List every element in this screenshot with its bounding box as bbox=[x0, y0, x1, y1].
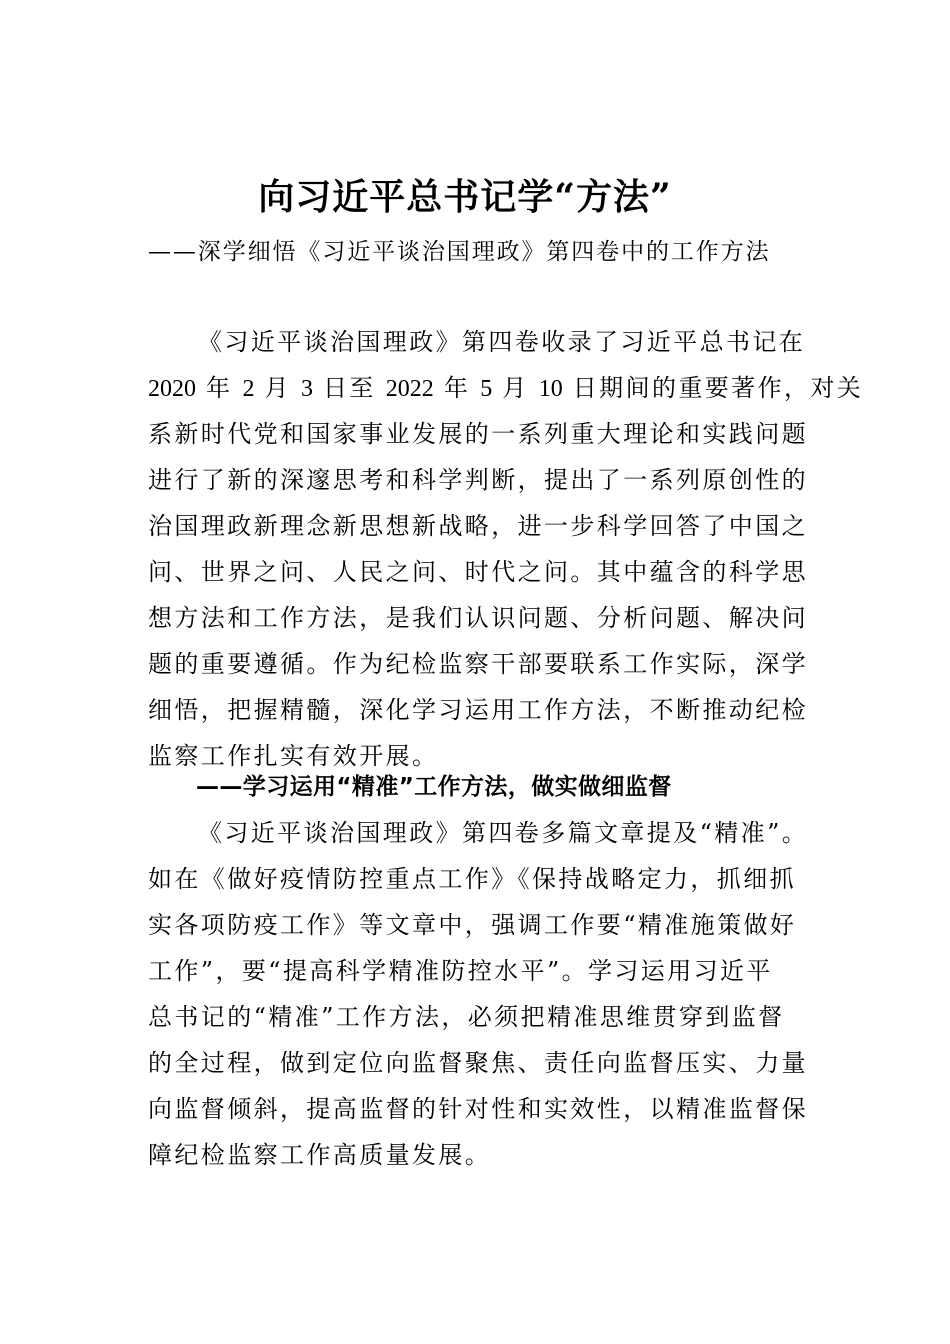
line-text: 年 bbox=[433, 374, 481, 402]
paragraph-line: 《习近平谈治国理政》第四卷多篇文章提及“精准”。 bbox=[198, 819, 809, 847]
year-start: 2020 bbox=[148, 376, 196, 402]
year-end: 2022 bbox=[385, 376, 434, 402]
paragraph-line: 工作”，要“提高科学精准防控水平”。学习运用习近平 bbox=[148, 957, 773, 985]
paragraph-line: 的全过程，做到定位向监督聚焦、责任向监督压实、力量 bbox=[148, 1049, 808, 1077]
paragraph-line: 治国理政新理念新思想新战略，进一步科学回答了中国之 bbox=[148, 512, 808, 540]
paragraph-line: 向监督倾斜，提高监督的针对性和实效性，以精准监督保 bbox=[148, 1095, 808, 1123]
paragraph-line: 进行了新的深邃思考和科学判断，提出了一系列原创性的 bbox=[148, 466, 808, 494]
section-paragraph bbox=[148, 810, 808, 1178]
paragraph-line: 《习近平谈治国理政》第四卷收录了习近平总书记在 bbox=[198, 328, 806, 356]
paragraph-line: 监察工作扎实有效开展。 bbox=[148, 742, 439, 770]
page-title: 向习近平总书记学“方法” bbox=[258, 176, 672, 218]
month-end: 5 bbox=[480, 376, 493, 402]
paragraph-line: 想方法和工作方法，是我们认识问题、分析问题、解决问 bbox=[148, 604, 808, 632]
section-heading: ——学习运用“精准”工作方法，做实做细监督 bbox=[196, 774, 672, 800]
line-text: 月 bbox=[492, 374, 539, 402]
paragraph-line: 系新时代党和国家事业发展的一系列重大理论和实践问题 bbox=[148, 420, 808, 448]
paragraph-line: 题的重要遵循。作为纪检监察干部要联系工作实际，深学 bbox=[148, 650, 808, 678]
day-end: 10 bbox=[538, 376, 563, 402]
line-text: 日期间的重要著作，对关 bbox=[562, 374, 864, 402]
paragraph-line: 问、世界之问、人民之问、时代之问。其中蕴含的科学思 bbox=[148, 558, 808, 586]
line-text: 月 bbox=[254, 374, 301, 402]
day-start: 3 bbox=[300, 376, 313, 402]
paragraph-line: 细悟，把握精髓，深化学习运用工作方法，不断推动纪检 bbox=[148, 696, 808, 724]
paragraph-line: 如在《做好疫情防控重点工作》《保持战略定力，抓细抓 bbox=[148, 865, 796, 893]
month-start: 2 bbox=[242, 376, 255, 402]
paragraph-line: 实各项防疫工作》等文章中，强调工作要“精准施策做好 bbox=[148, 911, 797, 939]
paragraph-line: 总书记的“精准”工作方法，必须把精准思维贯穿到监督 bbox=[148, 1003, 785, 1031]
line-text: 年 bbox=[196, 374, 243, 402]
paragraph-line bbox=[148, 365, 864, 411]
page-subtitle: ——深学细悟《习近平谈治国理政》第四卷中的工作方法 bbox=[148, 239, 771, 265]
paragraph-line: 障纪检监察工作高质量发展。 bbox=[148, 1141, 492, 1169]
intro-paragraph bbox=[148, 319, 864, 779]
line-text: 日至 bbox=[312, 374, 386, 402]
